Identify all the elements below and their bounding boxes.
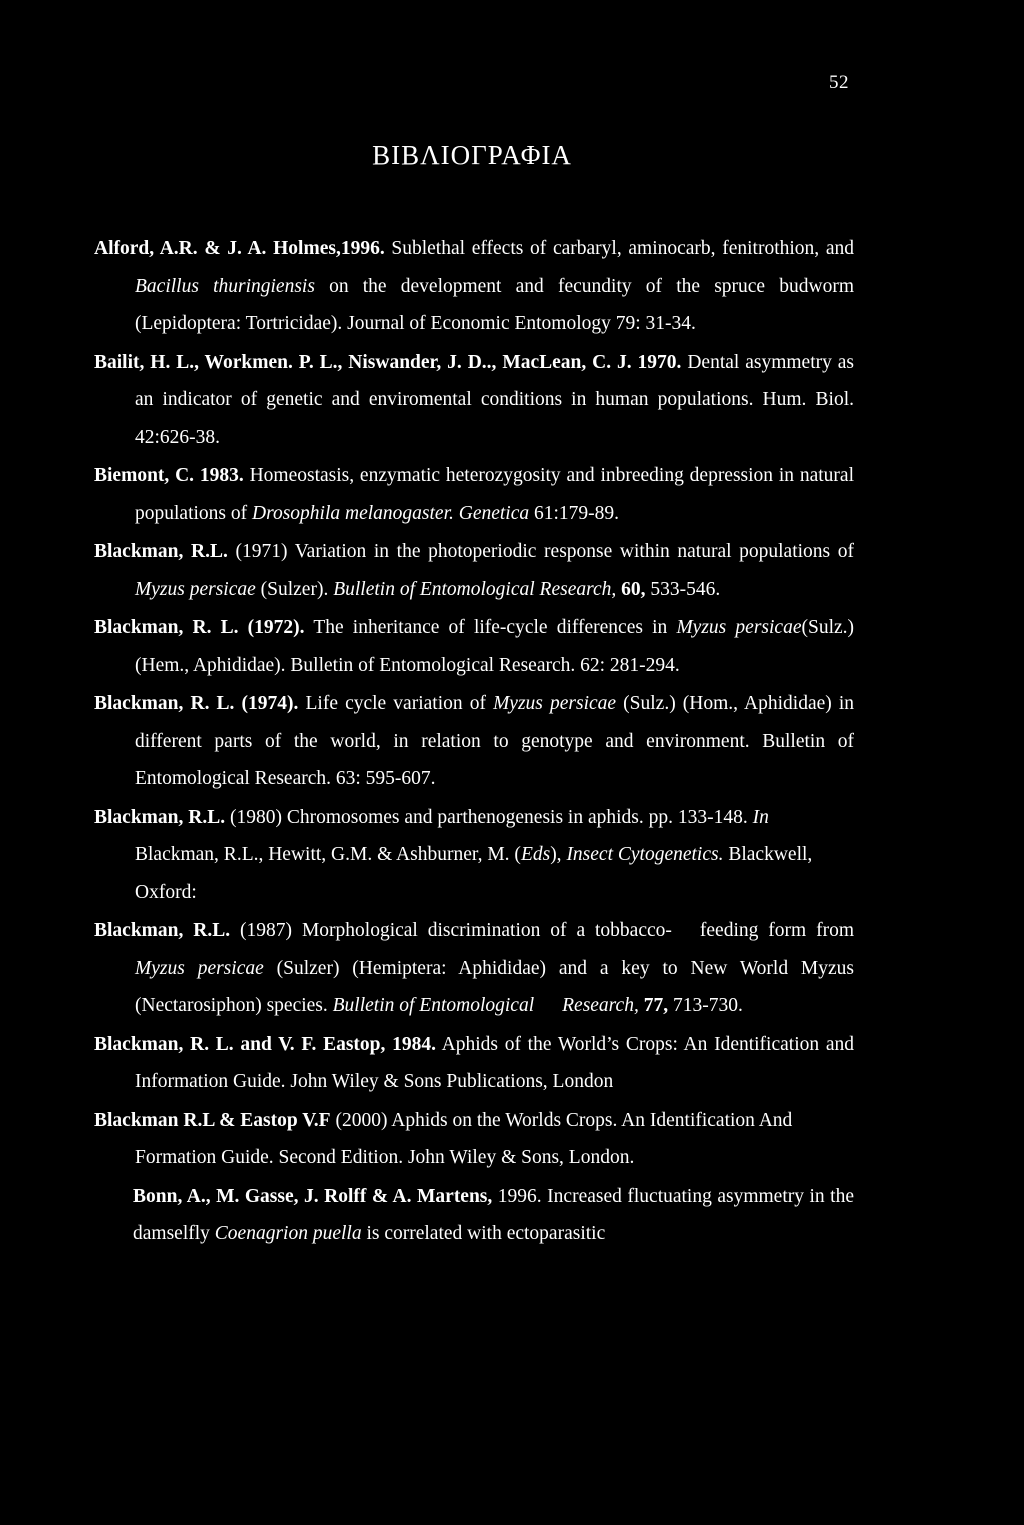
journal-name: Bulletin of Entomological	[332, 995, 535, 1016]
reference-blackman-1980	[94, 799, 854, 912]
reference-text: The inheritance of life-cycle differences in	[313, 617, 668, 638]
reference-text: is correlated with ectoparasitic	[366, 1223, 606, 1244]
reference-text: ),	[550, 844, 562, 865]
journal-volume: 77,	[643, 995, 669, 1016]
page-title: ΒΙΒΛΙΟΓΡΑΦΙΑ	[372, 140, 572, 170]
reference-text: (2000) Aphids on the Worlds Crops. An Identification And Formation Guide. Second Edition. John Wiley & Sons, London.	[135, 1109, 793, 1168]
reference-eds: Eds	[520, 844, 551, 865]
species-name: Myzus persicae	[493, 693, 617, 714]
journal-volume: 60,	[621, 578, 646, 600]
reference-author: Alford, A.R. & J. A. Holmes,1996.	[94, 238, 385, 259]
reference-text: Sublethal effects of carbaryl, aminocarb, fenitrothion, and	[391, 238, 855, 259]
reference-author: Biemont, C. 1983.	[94, 465, 244, 486]
reference-author: Bonn, A., M. Gasse, J. Rolff & A. Martens,	[133, 1185, 493, 1207]
reference-blackman-1987	[94, 912, 854, 1025]
reference-text: Blackman, R.L., Hewitt, G.M. & Ashburner, M. (	[135, 844, 521, 865]
reference-blackman-eastop-1984	[94, 1026, 854, 1101]
reference-blackman-eastop-2000	[94, 1102, 854, 1177]
species-name: Bacillus thuringiensis	[135, 275, 315, 297]
species-name: Drosophila melanogaster. Genetica	[252, 502, 530, 524]
reference-author: Blackman, R. L. (1972).	[94, 617, 305, 638]
reference-text: 61:179-89.	[534, 502, 620, 524]
reference-author: Blackman, R. L. and V. F. Eastop, 1984.	[94, 1033, 436, 1055]
reference-text: feeding form from	[699, 920, 854, 941]
reference-bonn-1996	[133, 1178, 854, 1253]
reference-in: In	[752, 806, 769, 828]
reference-text: (Sulzer).	[260, 578, 329, 600]
journal-name: Bulletin of Entomological Research,	[333, 578, 617, 600]
journal-name-cont: Research,	[562, 995, 639, 1016]
reference-author: Blackman, R.L.	[94, 541, 228, 562]
reference-biemont-1983	[94, 457, 854, 532]
reference-author: Blackman R.L & Eastop V.F	[94, 1109, 331, 1131]
reference-author: Blackman, R.L.	[94, 920, 231, 941]
reference-publisher: Blackwell, Oxford:	[135, 844, 813, 903]
species-name: Myzus persicae	[135, 578, 256, 600]
reference-text: Homeostasis, enzymatic heterozygosity and inbreeding depression in natural populations of	[135, 465, 854, 524]
species-name: Myzus persicae	[676, 617, 802, 638]
reference-text: on the development and fecundity of the spruce budworm (Lepidoptera: Tortricidae). Journal of Economic Entomology 79: 31-34.	[135, 275, 854, 334]
reference-blackman-1971	[94, 533, 854, 608]
reference-blackman-1974	[94, 685, 854, 798]
reference-author: Bailit, H. L., Workmen. P. L., Niswander, J. D.., MacLean, C. J. 1970.	[94, 351, 682, 373]
bibliography-list	[94, 230, 854, 1254]
reference-text: (1971) Variation in the photoperiodic response within natural populations of	[235, 541, 855, 562]
reference-bailit-1970	[94, 344, 854, 457]
page-number: 52	[829, 72, 849, 93]
reference-alford-1996	[94, 230, 854, 343]
reference-text: Aphids of the World’s Crops: An Identification and Information Guide. John Wiley & Sons Publications, London	[135, 1033, 854, 1092]
book-title: Insect Cytogenetics.	[566, 844, 724, 865]
reference-author: Blackman, R.L.	[94, 806, 226, 828]
reference-text: (Sulzer) (Hemiptera: Aphididae) and a key to New World Myzus (Nectarosiphon) species.	[135, 957, 855, 1016]
reference-text: Dental asymmetry as an indicator of genetic and enviromental conditions in human populations. Hum. Biol. 42:626-38.	[135, 351, 854, 448]
reference-text: (1987) Morphological discrimination of a tobbacco-	[240, 920, 672, 941]
reference-text: (1980) Chromosomes and parthenogenesis in aphids. pp. 133-148.	[229, 806, 748, 828]
reference-author: Blackman, R. L. (1974).	[94, 693, 299, 714]
reference-text: (Sulz.) (Hem., Aphididae). Bulletin of Entomological Research. 62: 281-294.	[135, 617, 855, 676]
reference-pages: 533-546.	[650, 578, 721, 600]
reference-text: 1996. Increased fluctuating asymmetry in the damselfly	[133, 1185, 855, 1244]
reference-blackman-1972	[94, 609, 854, 684]
species-name: Myzus persicae	[135, 957, 264, 979]
species-name: Coenagrion puella	[214, 1223, 362, 1244]
reference-text: Life cycle variation of	[305, 693, 486, 714]
reference-pages: 713-730.	[672, 995, 743, 1016]
reference-text: (Sulz.) (Hom., Aphididae) in different parts of the world, in relation to genotype and environment. Bulletin of Entomological Research. 63: 595-607.	[135, 693, 855, 789]
